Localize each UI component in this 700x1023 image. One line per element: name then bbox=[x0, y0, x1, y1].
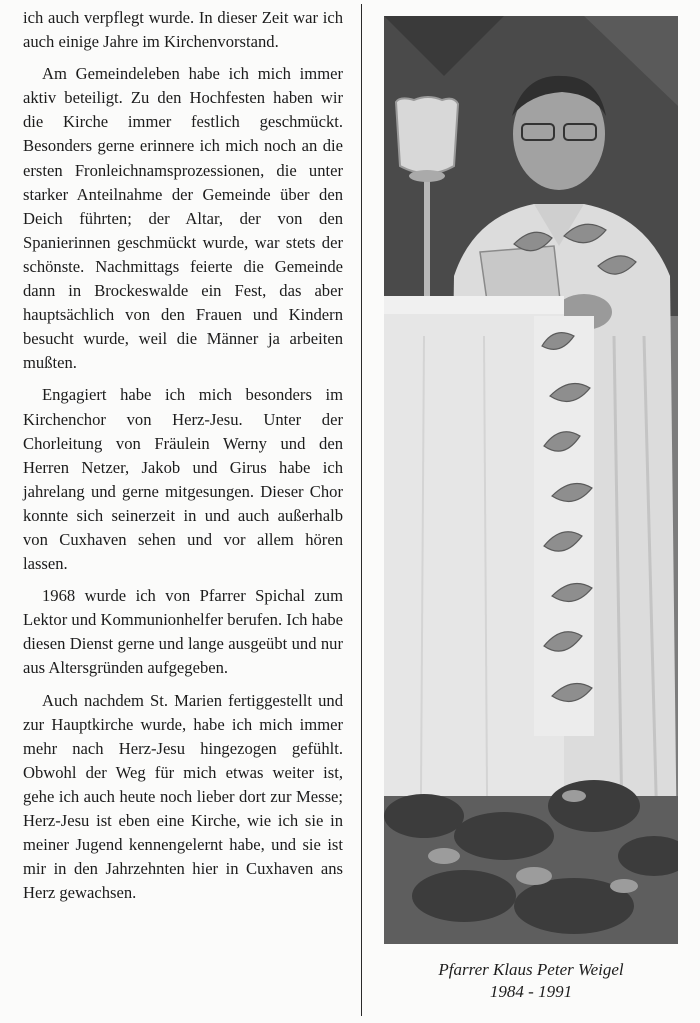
paragraph-2: Am Gemeindeleben habe ich mich immer aktiv beteiligt. Zu den Hochfesten haben wir die Kirche immer festlich geschmückt. Besonders gerne erinnere ich mich noch an die ersten Fronleichnamsprozessionen, die unter starker Anteilnahme der Gemeinde über den Deich führten; der Altar, der von den Spanierinnen geschmückt wurde, war stets der schönste. Nachmittags feierte die Gemeinde dann in Brockeswalde ein Fest, das aber hauptsächlich von den Frauen und Kindern besucht wurde, weil die Männer ja arbeiten mußten. bbox=[23, 64, 343, 373]
paragraph-3: Engagiert habe ich mich besonders im Kirchenchor von Herz-Jesu. Unter der Chorleitung von Fräulein Werny und den Herren Netzer, Jakob und Girus habe ich jahrelang und gerne mitgesungen. Dieser Chor konnte sich seinerzeit in und auch außerhalb von Cuxhaven sehen und vor allem hören lassen. bbox=[23, 385, 343, 574]
paragraph-4: 1968 wurde ich von Pfarrer Spichal zum Lektor und Kommunionhelfer berufen. Ich habe diesen Dienst gerne und lange ausgeübt und nur aus Altersgründen aufgegeben. bbox=[23, 586, 343, 678]
column-divider bbox=[361, 4, 362, 1016]
paragraph-1: ich auch verpflegt wurde. In dieser Zeit war ich auch einige Jahre im Kirchenvorstand. bbox=[23, 8, 343, 52]
paragraph-5: Auch nachdem St. Marien fertiggestellt und zur Hauptkirche wurde, habe ich mich immer mehr nach Herz-Jesu hingezogen gefühlt. Obwohl der Weg für mich etwas weiter ist, gehe ich auch heute noch lieber dort zur Messe; Herz-Jesu ist eben eine Kirche, wie ich sie in meiner Jugend kennengelernt habe, und sie ist mir in den Jahrzehnten hier in Cuxhaven ans Herz gewachsen. bbox=[23, 690, 343, 903]
article-text-column bbox=[23, 6, 343, 913]
priest-photograph bbox=[384, 16, 678, 944]
caption-years: 1984 - 1991 bbox=[489, 982, 573, 1001]
caption-name: Pfarrer Klaus Peter Weigel bbox=[438, 960, 624, 979]
photo-caption bbox=[384, 959, 678, 1003]
